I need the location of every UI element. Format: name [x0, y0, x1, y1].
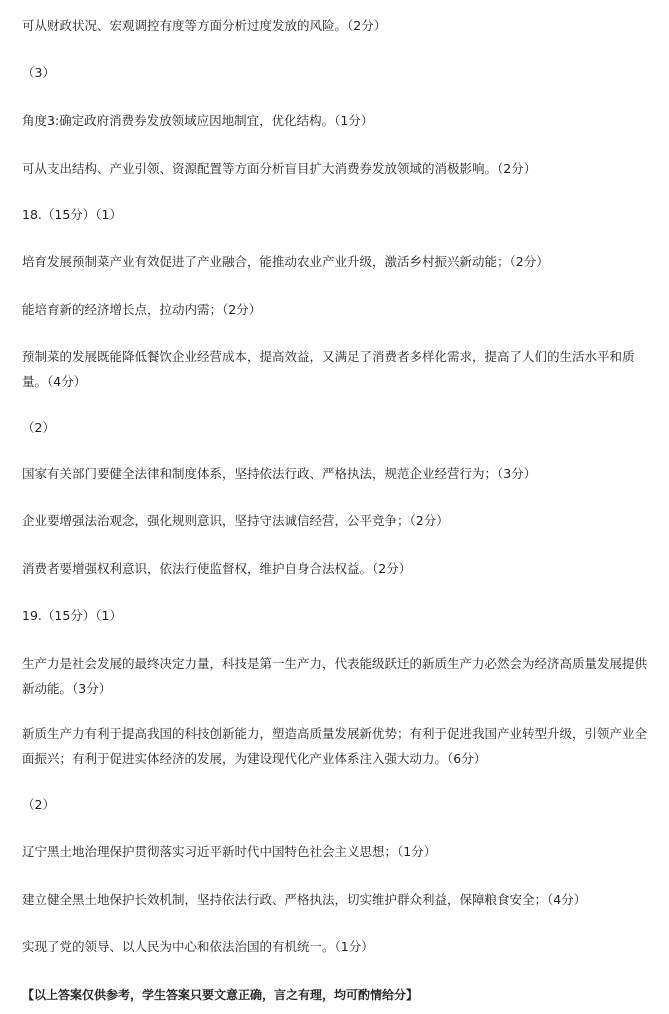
text-line: 辽宁黑土地治理保护贯彻落实习近平新时代中国特色社会主义思想；（1分） [22, 844, 437, 859]
text-line: （3） [22, 65, 55, 80]
text-line: （2） [22, 420, 55, 435]
text-line: 角度3:确定政府消费券发放领域应因地制宜，优化结构。（1分） [22, 113, 374, 128]
text-line: （2） [22, 797, 55, 812]
text-paragraph: 新质生产力有利于提高我国的科技创新能力，塑造高质量发展新优势；有利于促进我国产业转型升级，引领产业全面振兴；有利于促进实体经济的发展，为建设现代化产业体系注入强大动力。（6分） [22, 726, 648, 766]
text-line: 消费者要增强权利意识，依法行使监督权，维护自身合法权益。（2分） [22, 561, 412, 576]
text-paragraph: 预制菜的发展既能降低餐饮企业经营成本，提高效益，又满足了消费者多样化需求，提高了人们的生活水平和质量。（4分） [22, 349, 635, 389]
text-line: 国家有关部门要健全法律和制度体系，坚持依法行政、严格执法，规范企业经营行为；（3分） [22, 466, 537, 481]
text-paragraph: 生产力是社会发展的最终决定力量，科技是第一生产力，代表能级跃迁的新质生产力必然会为经济高质量发展提供新动能。（3分） [22, 656, 648, 696]
footnote: 【以上答案仅供参考，学生答案只要文意正确，言之有理，均可酌情给分】 [22, 988, 419, 1002]
text-line: 可从支出结构、产业引领、资源配置等方面分析盲目扩大消费券发放领域的消极影响。（2分） [22, 161, 537, 176]
text-line: 培育发展预制菜产业有效促进了产业融合，能推动农业产业升级，激活乡村振兴新动能；（2分） [22, 254, 549, 269]
text-line: 可从财政状况、宏观调控有度等方面分析过度发放的风险。（2分） [22, 18, 387, 33]
question-number: 19.（15分）（1） [22, 608, 122, 623]
text-line: 能培育新的经济增长点，拉动内需；（2分） [22, 302, 262, 317]
text-line: 建立健全黑土地保护长效机制，坚持依法行政、严格执法，切实维护群众利益，保障粮食安全；（4分） [22, 892, 587, 907]
text-line: 企业要增强法治观念，强化规则意识，坚持守法诚信经营，公平竞争；（2分） [22, 513, 449, 528]
text-line: 实现了党的领导、以人民为中心和依法治国的有机统一。（1分） [22, 939, 374, 954]
question-number: 18.（15分）（1） [22, 207, 122, 222]
